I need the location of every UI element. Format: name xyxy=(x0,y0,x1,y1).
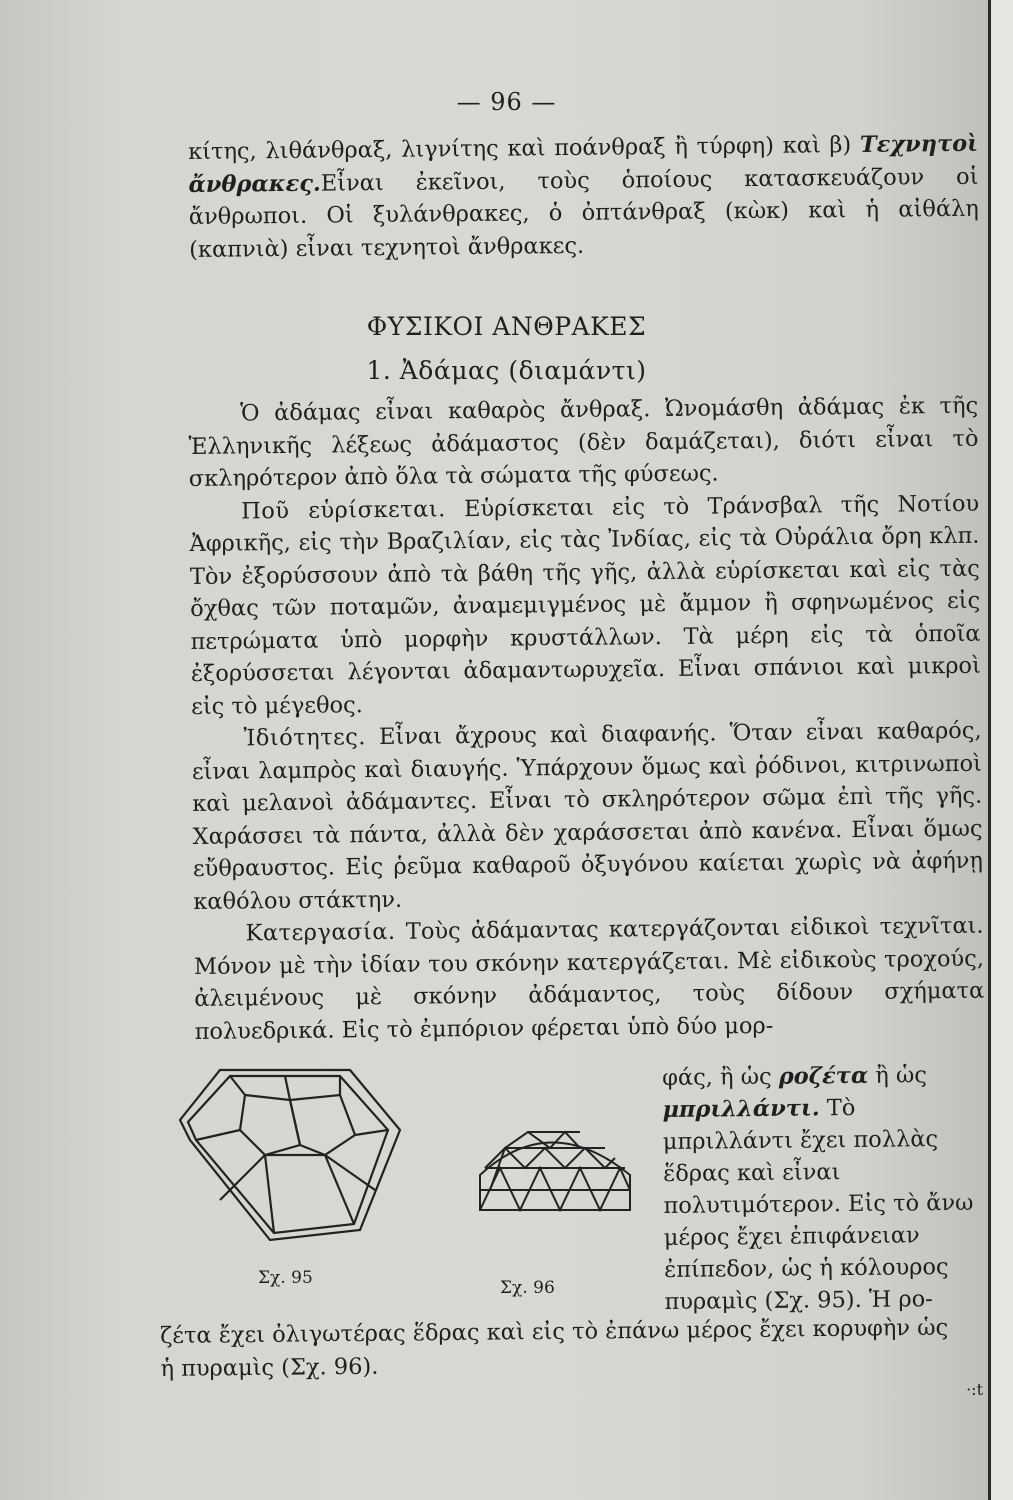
intro-text-1: κίτης, λιθάνθραξ, λιγνίτης καὶ ποάνθραξ ἢ τύρφη) καὶ β) xyxy=(188,131,861,165)
side-text-1: φάς, ἢ ὡς xyxy=(662,1063,779,1091)
paragraph-properties xyxy=(191,715,983,918)
brilliant-cut-figure xyxy=(180,1070,400,1240)
processing-text: Τοὺς ἀδάμαντας κατεργάζονται εἰδικοὶ τεχνῖται. Μόνον μὲ τὴν ἰδίαν του σκόνην κατεργάζεται. Μὲ εἰδικοὺς τροχούς, ἀλειμένους μὲ σκόνην ἀδάμαντος, τοὺς δίδουν σχήματα πολυεδρικά. Εἰς τὸ ἐμπόριον φέρεται ὑπὸ δύο μορ- xyxy=(193,912,985,1045)
location-heading: Ποῦ εὑρίσκεται. xyxy=(241,495,446,524)
rose-cut-figure xyxy=(480,1132,630,1210)
corner-mark: ·:t xyxy=(966,1380,983,1399)
page-number: — 96 — xyxy=(456,88,557,116)
processing-heading: Κατεργασία. xyxy=(245,918,396,947)
figures xyxy=(160,1040,660,1310)
intro-text-2: Εἶναι ἐκεῖνοι, τοὺς ὁποίους κατασκευάζουν οἱ ἄνθρωποι. Οἱ ξυλάνθρακες, ὁ ὀπτάνθραξ (κὼκ) καὶ ἡ αἰθάλη (καπνιὰ) εἶναι τεχνητοὶ ἄνθρακες. xyxy=(188,163,979,263)
intro-italic-term: Τεχνητοὶ ἄνθρακες. xyxy=(188,130,979,198)
section-title: ΦΥΣΙΚΟΙ ΑΝΘΡΑΚΕΣ xyxy=(366,312,647,341)
main-text xyxy=(188,390,985,1048)
diamond-figures xyxy=(160,1040,660,1310)
location-text: Εὑρίσκεται εἰς τὸ Τράνσβαλ τῆς Νοτίου Ἀφρικῆς, εἰς τὴν Βραζιλίαν, εἰς τὰς Ἰνδίας, εἰς τὰ Οὐράλια ὄρη κλπ. Τὸν ἐξορύσσουν ἀπὸ τὰ βάθη τῆς γῆς, ἀλλὰ εὑρίσκεται καὶ εἰς τὰς ὄχθας τῶν ποταμῶν, ἀναμεμιγμένος μὲ ἄμμον ἢ σφηνωμένος εἰς πετρώματα ὑπὸ μορφὴν κρυστάλλων. Τὰ μέρη εἰς τὰ ὁποῖα ἐξορύσσεται λέγονται ἀδαμαντωρυχεῖα. Εἶναι σπάνιοι καὶ μικροὶ εἰς τὸ μέγεθος. xyxy=(189,490,981,720)
side-text-3: Τὸ μπριλλάντι ἔχει πολλὰς ἕδρας καὶ εἶναι πολυτιμότερον. Εἰς τὸ ἄνω μέρος ἔχει ἐπιφάνειαν ἐπίπεδον, ὡς ἡ κόλουρος πυραμὶς (Σχ. 95). Ἡ ρο- xyxy=(662,1094,974,1315)
properties-heading: Ἰδιότητες. xyxy=(243,724,367,752)
paragraph-definition: Ὁ ἀδάμας εἶναι καθαρὸς ἄνθραξ. Ὠνομάσθη ἀδάμας ἐκ τῆς Ἑλληνικῆς λέξεως ἀδάμαστος (δὲν δαμάζεται), διότι εἶναι τὸ σκληρότερον ἀπὸ ὅλα τὰ σώματα τῆς φύσεως. xyxy=(188,392,979,492)
subsection-title: 1. Ἀδάμας (διαμάντι) xyxy=(366,356,647,385)
paragraph-processing xyxy=(193,910,984,1048)
paragraph-location xyxy=(189,487,981,723)
figure-96-caption: Σχ. 96 xyxy=(500,1278,555,1298)
side-text-2: ἢ ὡς xyxy=(868,1062,928,1089)
figure-95-caption: Σχ. 95 xyxy=(258,1268,313,1288)
intro-paragraph xyxy=(188,128,979,266)
next-page-edge xyxy=(988,0,1013,1500)
bottom-paragraph: ζέτα ἔχει ὀλιγωτέρας ἕδρας καὶ εἰς τὸ ἐπάνω μέρος ἔχει κορυφὴν ὡς ἡ πυραμὶς (Σχ. 96). xyxy=(160,1314,949,1382)
properties-text: Εἶναι ἄχρους καὶ διαφανής. Ὅταν εἶναι καθαρός, εἶναι λαμπρὸς καὶ διαυγής. Ὑπάρχουν ὅμως καὶ ῥόδινοι, κιτρινωποὶ καὶ μελανοὶ ἀδάμαντες. Εἶναι τὸ σκληρότερον σῶμα ἐπὶ τῆς γῆς. Χαράσσει τὰ πάντα, ἀλλὰ δὲν χαράσσεται ἀπὸ κανένα. Εἶναι ὅμως εὔθραυστος. Εἰς ῥεῦμα καθαροῦ ὀξυγόνου καίεται χωρὶς νὰ ἀφήνῃ καθόλου στάκτην. xyxy=(191,717,984,915)
side-text xyxy=(662,1059,975,1318)
term-brilanti: μπριλλάντι. xyxy=(662,1095,820,1123)
term-rozeta: ροζέτα xyxy=(778,1062,869,1090)
